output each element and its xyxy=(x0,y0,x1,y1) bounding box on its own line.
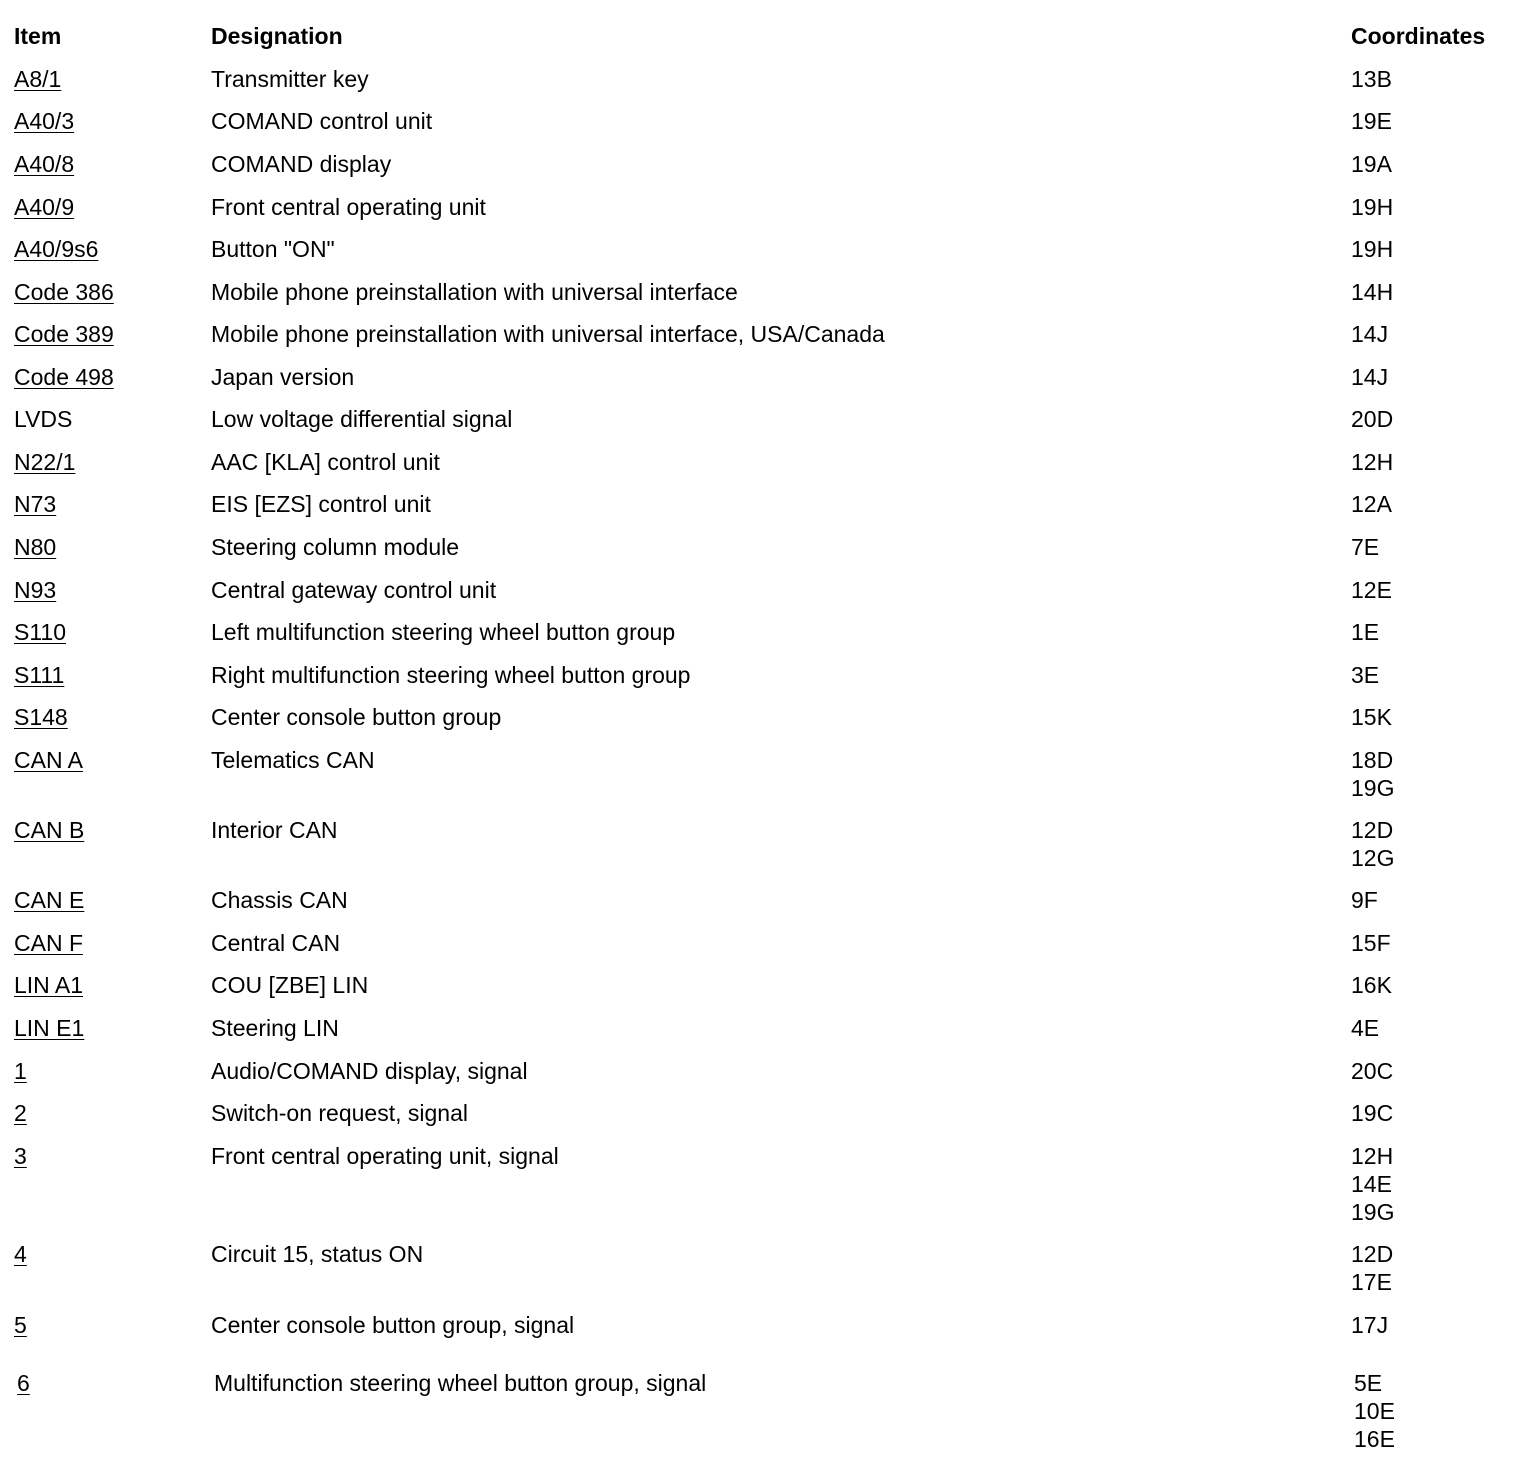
designation: Circuit 15, status ON xyxy=(211,1241,424,1267)
coordinates xyxy=(1351,929,1391,957)
coordinate-value: 19G xyxy=(1351,775,1395,801)
coordinate-value: 9F xyxy=(1351,887,1378,913)
item-code[interactable]: A40/9 xyxy=(14,194,75,220)
coordinate-value: 20D xyxy=(1351,406,1394,432)
item-code[interactable]: 5 xyxy=(14,1312,27,1338)
coordinates xyxy=(1351,363,1388,391)
coordinate-value: 4E xyxy=(1351,1015,1380,1041)
designation: COU [ZBE] LIN xyxy=(211,972,369,998)
designation: Multifunction steering wheel button group, signal xyxy=(214,1370,707,1396)
coordinates xyxy=(1351,150,1392,178)
designation: Central CAN xyxy=(211,930,341,956)
coordinates xyxy=(1351,576,1392,604)
coordinate-value: 12A xyxy=(1351,491,1392,517)
item-code[interactable]: Code 498 xyxy=(14,364,114,390)
coordinate-value: 15K xyxy=(1351,704,1392,730)
coordinate-value: 5E xyxy=(1354,1370,1383,1396)
header-item: Item xyxy=(14,23,62,49)
coordinates xyxy=(1351,235,1393,263)
coordinates xyxy=(1351,490,1392,518)
item-code[interactable]: 2 xyxy=(14,1100,27,1126)
designation: Button "ON" xyxy=(211,236,335,262)
designation: COMAND control unit xyxy=(211,108,433,134)
coordinate-value: 12D xyxy=(1351,817,1394,843)
designation: COMAND display xyxy=(211,151,392,177)
designation: Audio/COMAND display, signal xyxy=(211,1058,528,1084)
designation: Japan version xyxy=(211,364,355,390)
item-code[interactable]: S111 xyxy=(14,662,65,688)
coordinates xyxy=(1351,618,1379,646)
designation: Front central operating unit xyxy=(211,194,486,220)
item-code[interactable]: CAN B xyxy=(14,817,85,843)
coordinate-value: 16K xyxy=(1351,972,1392,998)
item-code[interactable]: CAN A xyxy=(14,747,84,773)
coordinates xyxy=(1351,703,1392,731)
coordinate-value: 16E xyxy=(1354,1426,1395,1452)
coordinate-value: 12H xyxy=(1351,1143,1394,1169)
coordinate-value: 14J xyxy=(1351,321,1389,347)
item-code[interactable]: 6 xyxy=(17,1370,30,1396)
header-designation: Designation xyxy=(211,23,343,49)
coordinate-value: 1E xyxy=(1351,619,1380,645)
coordinates xyxy=(1351,1057,1393,1085)
designation: Right multifunction steering wheel button group xyxy=(211,662,691,688)
coordinates xyxy=(1351,816,1394,872)
coordinates xyxy=(1351,448,1393,476)
coordinate-value: 12D xyxy=(1351,1241,1394,1267)
designation: EIS [EZS] control unit xyxy=(211,491,431,517)
coordinate-value: 12G xyxy=(1351,845,1395,871)
coordinate-value: 12H xyxy=(1351,449,1394,475)
coordinates xyxy=(1351,886,1378,914)
coordinates xyxy=(1351,320,1388,348)
coordinates xyxy=(1351,661,1379,689)
item-code[interactable]: N93 xyxy=(14,577,57,603)
coordinates xyxy=(1351,1311,1388,1339)
coordinate-value: 20C xyxy=(1351,1058,1394,1084)
coordinate-value: 19A xyxy=(1351,151,1392,177)
coordinates xyxy=(1354,1369,1395,1453)
designation: AAC [KLA] control unit xyxy=(211,449,440,475)
designation: Center console button group xyxy=(211,704,502,730)
coordinate-value: 7E xyxy=(1351,534,1380,560)
item-code[interactable]: LIN E1 xyxy=(14,1015,85,1041)
coordinate-value: 19E xyxy=(1351,108,1392,134)
item-code[interactable]: S148 xyxy=(14,704,68,730)
coordinate-value: 18D xyxy=(1351,747,1394,773)
coordinate-value: 13B xyxy=(1351,66,1392,92)
item-code[interactable]: N73 xyxy=(14,491,57,517)
designation: Switch-on request, signal xyxy=(211,1100,468,1126)
coordinate-value: 19C xyxy=(1351,1100,1394,1126)
item-code[interactable]: S110 xyxy=(14,619,67,645)
coordinates xyxy=(1351,746,1394,802)
item-code[interactable]: A40/3 xyxy=(14,108,75,134)
coordinate-value: 12E xyxy=(1351,577,1392,603)
coordinate-value: 14E xyxy=(1351,1171,1392,1197)
coordinates xyxy=(1351,1099,1393,1127)
coordinates xyxy=(1351,1142,1394,1226)
coordinates xyxy=(1351,107,1392,135)
coordinates xyxy=(1351,533,1379,561)
coordinates xyxy=(1351,1014,1379,1042)
coordinates xyxy=(1351,971,1392,999)
designation: Left multifunction steering wheel button group xyxy=(211,619,676,645)
coordinate-value: 3E xyxy=(1351,662,1380,688)
designation: Steering column module xyxy=(211,534,460,560)
item-code[interactable]: Code 389 xyxy=(14,321,114,347)
designation: Steering LIN xyxy=(211,1015,339,1041)
item-code[interactable]: CAN F xyxy=(14,930,83,956)
coordinate-value: 19H xyxy=(1351,236,1394,262)
coordinate-value: 19G xyxy=(1351,1199,1395,1225)
coordinates xyxy=(1351,1240,1393,1296)
coordinate-value: 14H xyxy=(1351,279,1394,305)
item-code[interactable]: 4 xyxy=(14,1241,27,1267)
designation: Center console button group, signal xyxy=(211,1312,575,1338)
item-code[interactable]: A8/1 xyxy=(14,66,62,92)
item-code[interactable]: N80 xyxy=(14,534,57,560)
item-code[interactable]: A40/8 xyxy=(14,151,75,177)
coordinates xyxy=(1351,278,1393,306)
designation: Transmitter key xyxy=(211,66,369,92)
item-code[interactable]: 3 xyxy=(14,1143,27,1169)
coordinate-value: 14J xyxy=(1351,364,1389,390)
designation: Mobile phone preinstallation with universal interface xyxy=(211,279,738,305)
designation: Chassis CAN xyxy=(211,887,348,913)
coordinates xyxy=(1351,405,1393,433)
item-code[interactable]: N22/1 xyxy=(14,449,76,475)
coordinates xyxy=(1351,193,1393,221)
item-code[interactable]: Code 386 xyxy=(14,279,114,305)
item-code: LVDS xyxy=(14,406,73,432)
designation: Front central operating unit, signal xyxy=(211,1143,559,1169)
coordinate-value: 19H xyxy=(1351,194,1394,220)
item-code[interactable]: LIN A1 xyxy=(14,972,84,998)
coordinate-value: 15F xyxy=(1351,930,1391,956)
designation: Central gateway control unit xyxy=(211,577,497,603)
item-code[interactable]: A40/9s6 xyxy=(14,236,99,262)
item-code[interactable]: 1 xyxy=(14,1058,27,1084)
designation: Mobile phone preinstallation with universal interface, USA/Canada xyxy=(211,321,885,347)
header-coordinates: Coordinates xyxy=(1351,23,1486,49)
coordinate-value: 17J xyxy=(1351,1312,1389,1338)
coordinate-value: 17E xyxy=(1351,1269,1392,1295)
designation: Interior CAN xyxy=(211,817,338,843)
item-code[interactable]: CAN E xyxy=(14,887,85,913)
designation: Telematics CAN xyxy=(211,747,375,773)
coordinates xyxy=(1351,65,1392,93)
designation: Low voltage differential signal xyxy=(211,406,513,432)
coordinate-value: 10E xyxy=(1354,1398,1395,1424)
